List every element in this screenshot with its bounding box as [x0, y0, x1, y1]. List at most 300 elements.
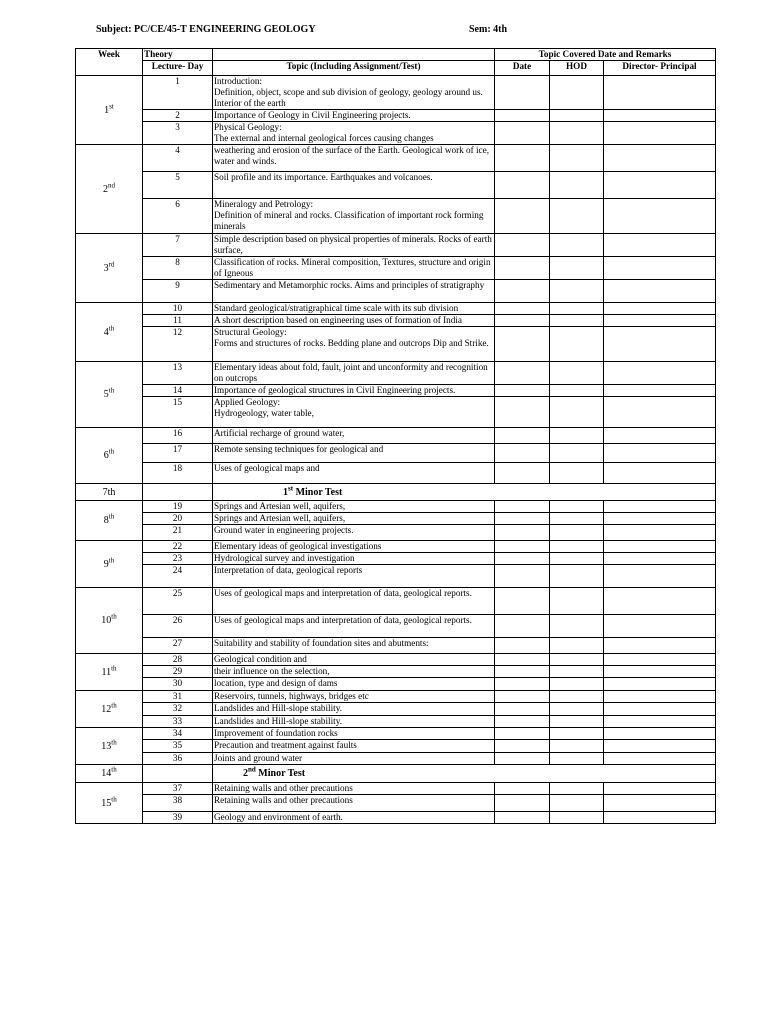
- week-number-text: 7th: [102, 486, 116, 498]
- lecture-day-number: 4: [143, 145, 213, 172]
- lecture-row: [76, 280, 716, 303]
- lecture-row: [76, 172, 716, 199]
- hod-cell[interactable]: [550, 703, 604, 716]
- topic-cell: Importance of Geology in Civil Engineering projects.: [213, 110, 495, 122]
- lecture-day-cell: [143, 484, 213, 501]
- hod-cell[interactable]: [550, 428, 604, 444]
- lecture-row: [76, 362, 716, 385]
- hod-cell[interactable]: [550, 76, 604, 110]
- topic-cell: Improvement of foundation rocks: [213, 728, 495, 740]
- date-cell[interactable]: [495, 615, 550, 638]
- date-cell[interactable]: [495, 728, 550, 740]
- lecture-row: [76, 513, 716, 525]
- lecture-day-cell: [143, 765, 213, 783]
- minor-test-number: 2: [243, 768, 248, 779]
- lecture-row: [76, 463, 716, 484]
- lecture-row: [76, 691, 716, 703]
- week-number-text: 11: [101, 666, 112, 678]
- week-number-suffix: th: [111, 765, 117, 774]
- lecture-day-number: 36: [143, 753, 213, 765]
- hod-cell[interactable]: [550, 199, 604, 234]
- director-cell[interactable]: [604, 122, 716, 145]
- lecture-day-number: 33: [143, 716, 213, 728]
- director-cell[interactable]: [604, 615, 716, 638]
- date-cell[interactable]: [495, 362, 550, 385]
- lecture-day-number: 32: [143, 703, 213, 716]
- week-number: [76, 783, 143, 824]
- lecture-day-number: 7: [143, 234, 213, 257]
- hod-cell[interactable]: [550, 716, 604, 728]
- lecture-day-number: 11: [143, 315, 213, 327]
- hod-cell[interactable]: [550, 541, 604, 553]
- week-number-text: 5: [103, 389, 109, 400]
- director-cell[interactable]: [604, 553, 716, 565]
- lecture-day-number: 22: [143, 541, 213, 553]
- director-cell[interactable]: [604, 812, 716, 824]
- hod-cell[interactable]: [550, 666, 604, 678]
- director-cell[interactable]: [604, 691, 716, 703]
- topic-cell: Physical Geology: The external and internal geological forces causing changes: [213, 122, 495, 145]
- date-cell[interactable]: [495, 691, 550, 703]
- lecture-row: [76, 428, 716, 444]
- week-number-text: 8: [103, 515, 109, 526]
- hod-cell[interactable]: [550, 795, 604, 812]
- hod-cell[interactable]: [550, 501, 604, 513]
- week-number: [76, 145, 143, 234]
- lesson-plan-table: [75, 48, 716, 824]
- hod-cell[interactable]: [550, 565, 604, 588]
- director-cell[interactable]: [604, 654, 716, 666]
- minor-test-row: [76, 484, 716, 501]
- week-number-suffix: th: [111, 795, 117, 804]
- date-cell[interactable]: [495, 716, 550, 728]
- topic-cell: Springs and Artesian well, aquifers,: [213, 513, 495, 525]
- lecture-row: [76, 444, 716, 463]
- hod-cell[interactable]: [550, 234, 604, 257]
- director-cell[interactable]: [604, 76, 716, 110]
- lecture-row: [76, 666, 716, 678]
- week-number-suffix: th: [111, 664, 117, 673]
- director-cell[interactable]: [604, 525, 716, 541]
- lecture-day-number: 28: [143, 654, 213, 666]
- lecture-row: [76, 315, 716, 327]
- lecture-row: [76, 728, 716, 740]
- lesson-plan-body: [76, 76, 716, 824]
- week-number-suffix: rd: [108, 260, 115, 269]
- date-cell[interactable]: [495, 385, 550, 397]
- lecture-row: [76, 145, 716, 172]
- week-number-text: 15: [101, 797, 112, 809]
- lecture-row: [76, 703, 716, 716]
- topic-cell: their influence on the selection,: [213, 666, 495, 678]
- topic-header: Topic (Including Assignment/Test): [213, 61, 495, 76]
- date-header: Date: [495, 61, 550, 76]
- lecture-day-number: 14: [143, 385, 213, 397]
- date-cell[interactable]: [495, 463, 550, 484]
- lecture-row: [76, 257, 716, 280]
- hod-cell[interactable]: [550, 145, 604, 172]
- director-cell[interactable]: [604, 428, 716, 444]
- director-cell[interactable]: [604, 327, 716, 362]
- week-number: [76, 541, 143, 588]
- topic-cell: Applied Geology: Hydrogeology, water table,: [213, 397, 495, 428]
- lecture-row: [76, 678, 716, 691]
- hod-cell[interactable]: [550, 753, 604, 765]
- date-cell[interactable]: [495, 315, 550, 327]
- hod-cell[interactable]: [550, 783, 604, 795]
- director-cell[interactable]: [604, 588, 716, 615]
- director-cell[interactable]: [604, 303, 716, 315]
- minor-test-label: [213, 765, 716, 783]
- lecture-row: [76, 716, 716, 728]
- week-number-suffix: th: [108, 512, 115, 521]
- date-cell[interactable]: [495, 783, 550, 795]
- director-cell[interactable]: [604, 716, 716, 728]
- lecture-row: [76, 783, 716, 795]
- hod-cell[interactable]: [550, 740, 604, 753]
- week-number-suffix: st: [109, 102, 114, 111]
- week-number: [76, 654, 143, 691]
- date-cell[interactable]: [495, 565, 550, 588]
- hod-cell[interactable]: [550, 110, 604, 122]
- director-cell[interactable]: [604, 513, 716, 525]
- week-number: [76, 765, 143, 783]
- topic-cell: Precaution and treatment against faults: [213, 740, 495, 753]
- date-cell[interactable]: [495, 740, 550, 753]
- director-cell[interactable]: [604, 145, 716, 172]
- director-cell[interactable]: [604, 234, 716, 257]
- date-cell[interactable]: [495, 501, 550, 513]
- lecture-row: [76, 654, 716, 666]
- director-cell[interactable]: [604, 638, 716, 654]
- topic-cell: Structural Geology: Forms and structures of rocks. Bedding plane and outcrops Dip and Strike.: [213, 327, 495, 362]
- director-cell[interactable]: [604, 315, 716, 327]
- director-cell[interactable]: [604, 795, 716, 812]
- hod-cell[interactable]: [550, 444, 604, 463]
- lecture-day-number: 10: [143, 303, 213, 315]
- date-cell[interactable]: [495, 303, 550, 315]
- director-cell[interactable]: [604, 385, 716, 397]
- topic-cell: Sedimentary and Metamorphic rocks. Aims and principles of stratigraphy: [213, 280, 495, 303]
- topic-cell: Reservoirs, tunnels, highways, bridges etc: [213, 691, 495, 703]
- week-number-suffix: th: [108, 324, 115, 333]
- week-number-suffix: th: [111, 701, 117, 710]
- hod-cell[interactable]: [550, 678, 604, 691]
- date-cell[interactable]: [495, 553, 550, 565]
- minor-test-text: Minor Test: [293, 486, 343, 498]
- director-cell[interactable]: [604, 678, 716, 691]
- topic-cell: Springs and Artesian well, aquifers,: [213, 501, 495, 513]
- date-cell[interactable]: [495, 588, 550, 615]
- week-number-text: 4: [103, 326, 109, 338]
- week-number-text: 10: [101, 615, 112, 626]
- lecture-day-number: 18: [143, 463, 213, 484]
- minor-test-suffix: st: [288, 484, 294, 493]
- topic-cell: Classification of rocks. Mineral composition, Textures, structure and origin of Igneous: [213, 257, 495, 280]
- week-number: [76, 303, 143, 362]
- week-number: [76, 76, 143, 145]
- topic-cell: Landslides and Hill-slope stability.: [213, 703, 495, 716]
- topic-cell: Joints and ground water: [213, 753, 495, 765]
- date-cell[interactable]: [495, 753, 550, 765]
- topic-cell: Hydrological survey and investigation: [213, 553, 495, 565]
- date-cell[interactable]: [495, 199, 550, 234]
- hod-cell[interactable]: [550, 122, 604, 145]
- lecture-day-number: 20: [143, 513, 213, 525]
- lecture-day-number: 24: [143, 565, 213, 588]
- hod-cell[interactable]: [550, 553, 604, 565]
- date-cell[interactable]: [495, 513, 550, 525]
- hod-cell[interactable]: [550, 654, 604, 666]
- hod-cell[interactable]: [550, 691, 604, 703]
- topic-cell: Uses of geological maps and interpretation of data, geological reports.: [213, 615, 495, 638]
- director-cell[interactable]: [604, 199, 716, 234]
- lecture-row: [76, 76, 716, 110]
- director-header: Director- Principal: [604, 61, 716, 76]
- hod-cell[interactable]: [550, 315, 604, 327]
- lecture-row: [76, 553, 716, 565]
- topic-cell: A short description based on engineering uses of formation of India: [213, 315, 495, 327]
- topic-cell: Simple description based on physical properties of minerals. Rocks of earth surface,: [213, 234, 495, 257]
- week-number: [76, 728, 143, 765]
- date-cell[interactable]: [495, 172, 550, 199]
- lecture-day-number: 30: [143, 678, 213, 691]
- lecture-day-number: 34: [143, 728, 213, 740]
- topic-cell: Geology and environment of earth.: [213, 812, 495, 824]
- lecture-day-number: 38: [143, 795, 213, 812]
- week-number-suffix: th: [111, 738, 117, 747]
- date-cell[interactable]: [495, 795, 550, 812]
- date-cell[interactable]: [495, 525, 550, 541]
- lecture-day-number: 21: [143, 525, 213, 541]
- hod-header: HOD: [550, 61, 604, 76]
- director-cell[interactable]: [604, 740, 716, 753]
- topic-cell: Elementary ideas of geological investigations: [213, 541, 495, 553]
- week-number: [76, 501, 143, 541]
- date-cell[interactable]: [495, 666, 550, 678]
- lecture-day-number: 29: [143, 666, 213, 678]
- topic-cell: Soil profile and its importance. Earthquakes and volcanoes.: [213, 172, 495, 199]
- minor-test-label: [213, 484, 716, 501]
- hod-cell[interactable]: [550, 463, 604, 484]
- minor-test-text: Minor Test: [255, 768, 306, 779]
- semester-label: Sem: 4th: [469, 24, 508, 35]
- hod-cell[interactable]: [550, 615, 604, 638]
- lecture-day-number: 6: [143, 199, 213, 234]
- date-cell[interactable]: [495, 145, 550, 172]
- director-cell[interactable]: [604, 666, 716, 678]
- date-cell[interactable]: [495, 397, 550, 428]
- lecture-day-number: 19: [143, 501, 213, 513]
- topic-cell: Retaining walls and other precautions: [213, 783, 495, 795]
- week-number-text: 14: [101, 768, 112, 779]
- minor-test-suffix: nd: [248, 765, 256, 774]
- hod-cell[interactable]: [550, 513, 604, 525]
- hod-cell[interactable]: [550, 280, 604, 303]
- minor-test-row: [76, 765, 716, 783]
- lecture-day-number: 37: [143, 783, 213, 795]
- lecture-row: [76, 303, 716, 315]
- date-cell[interactable]: [495, 444, 550, 463]
- topic-cell: Ground water in engineering projects.: [213, 525, 495, 541]
- week-number-suffix: th: [111, 612, 117, 621]
- lecture-row: [76, 541, 716, 553]
- week-number: [76, 234, 143, 303]
- week-number-text: 12: [101, 703, 112, 715]
- subject-title: Subject: PC/CE/45-T ENGINEERING GEOLOGY: [96, 24, 316, 35]
- topic-cell: Landslides and Hill-slope stability.: [213, 716, 495, 728]
- date-cell[interactable]: [495, 76, 550, 110]
- lecture-day-number: 15: [143, 397, 213, 428]
- lecture-row: [76, 397, 716, 428]
- week-number-suffix: th: [108, 386, 115, 395]
- lecture-row: [76, 199, 716, 234]
- lecture-row: [76, 740, 716, 753]
- date-cell[interactable]: [495, 541, 550, 553]
- lecture-day-number: 25: [143, 588, 213, 615]
- lecture-row: [76, 327, 716, 362]
- lecture-row: [76, 638, 716, 654]
- hod-cell[interactable]: [550, 525, 604, 541]
- hod-cell[interactable]: [550, 812, 604, 824]
- hod-cell[interactable]: [550, 397, 604, 428]
- topic-cell: Introduction: Definition, object, scope and sub division of geology, geology around us. Interior of the earth: [213, 76, 495, 110]
- date-cell[interactable]: [495, 280, 550, 303]
- lecture-row: [76, 234, 716, 257]
- week-number-text: 3: [103, 262, 109, 274]
- topic-cell: weathering and erosion of the surface of the Earth. Geological work of ice, water and winds.: [213, 145, 495, 172]
- lecture-day-number: 13: [143, 362, 213, 385]
- lecture-day-number: 31: [143, 691, 213, 703]
- hod-cell[interactable]: [550, 385, 604, 397]
- hod-cell[interactable]: [550, 588, 604, 615]
- date-cell[interactable]: [495, 257, 550, 280]
- director-cell[interactable]: [604, 172, 716, 199]
- topic-cell: Remote sensing techniques for geological and: [213, 444, 495, 463]
- theory-header: Theory: [143, 49, 213, 61]
- week-number-text: 13: [101, 740, 112, 752]
- director-cell[interactable]: [604, 463, 716, 484]
- lecture-day-number: 39: [143, 812, 213, 824]
- lecture-day-number: 9: [143, 280, 213, 303]
- hod-cell[interactable]: [550, 362, 604, 385]
- hod-cell[interactable]: [550, 327, 604, 362]
- hod-cell[interactable]: [550, 728, 604, 740]
- lecture-day-number: 5: [143, 172, 213, 199]
- hod-cell[interactable]: [550, 172, 604, 199]
- week-number: [76, 484, 143, 501]
- date-cell[interactable]: [495, 703, 550, 716]
- covered-header: Topic Covered Date and Remarks: [495, 49, 716, 61]
- date-cell[interactable]: [495, 678, 550, 691]
- topic-cell: Importance of geological structures in Civil Engineering projects.: [213, 385, 495, 397]
- topic-cell: Suitability and stability of foundation sites and abutments:: [213, 638, 495, 654]
- topic-cell: Uses of geological maps and: [213, 463, 495, 484]
- minor-test-number: 1: [283, 486, 288, 498]
- director-cell[interactable]: [604, 728, 716, 740]
- director-cell[interactable]: [604, 753, 716, 765]
- week-number: [76, 428, 143, 484]
- lecture-row: [76, 615, 716, 638]
- lecture-day-number: 27: [143, 638, 213, 654]
- director-cell[interactable]: [604, 110, 716, 122]
- week-number-text: 2: [103, 183, 108, 195]
- topic-cell: Artificial recharge of ground water,: [213, 428, 495, 444]
- lecture-row: [76, 565, 716, 588]
- lecture-row: [76, 122, 716, 145]
- lecture-day-number: 3: [143, 122, 213, 145]
- topic-cell: Elementary ideas about fold, fault, joint and unconformity and recognition on outcrops: [213, 362, 495, 385]
- topic-cell: location, type and design of dams: [213, 678, 495, 691]
- lecture-row: [76, 795, 716, 812]
- lecture-row: [76, 812, 716, 824]
- lecture-row: [76, 525, 716, 541]
- lecture-day-number: 16: [143, 428, 213, 444]
- week-header: Week: [76, 49, 143, 76]
- director-cell[interactable]: [604, 257, 716, 280]
- director-cell[interactable]: [604, 397, 716, 428]
- lecture-day-number: 35: [143, 740, 213, 753]
- week-number-text: 9: [103, 558, 109, 570]
- date-cell[interactable]: [495, 122, 550, 145]
- date-cell[interactable]: [495, 327, 550, 362]
- director-cell[interactable]: [604, 444, 716, 463]
- director-cell[interactable]: [604, 501, 716, 513]
- topic-cell: Uses of geological maps and interpretation of data, geological reports.: [213, 588, 495, 615]
- topic-cell: Standard geological/stratigraphical time scale with its sub division: [213, 303, 495, 315]
- lecture-day-number: 2: [143, 110, 213, 122]
- lecture-day-number: 23: [143, 553, 213, 565]
- director-cell[interactable]: [604, 280, 716, 303]
- lecture-row: [76, 753, 716, 765]
- director-cell[interactable]: [604, 703, 716, 716]
- lecture-day-number: 26: [143, 615, 213, 638]
- week-number: [76, 691, 143, 728]
- week-number-suffix: th: [108, 556, 115, 565]
- lecture-day-header: Lecture- Day: [143, 61, 213, 76]
- topic-cell: Interpretation of data, geological reports: [213, 565, 495, 588]
- director-cell[interactable]: [604, 783, 716, 795]
- week-number: [76, 588, 143, 654]
- hod-cell[interactable]: [550, 257, 604, 280]
- lecture-day-number: 17: [143, 444, 213, 463]
- date-cell[interactable]: [495, 234, 550, 257]
- week-number-text: 6: [103, 450, 109, 461]
- week-number-text: 1: [104, 104, 110, 116]
- week-number-suffix: nd: [108, 181, 115, 190]
- lecture-row: [76, 588, 716, 615]
- topic-cell: Retaining walls and other precautions: [213, 795, 495, 812]
- lecture-day-number: 1: [143, 76, 213, 110]
- director-cell[interactable]: [604, 565, 716, 588]
- lecture-row: [76, 110, 716, 122]
- hod-cell[interactable]: [550, 638, 604, 654]
- topic-cell: Geological condition and: [213, 654, 495, 666]
- date-cell[interactable]: [495, 428, 550, 444]
- date-cell[interactable]: [495, 110, 550, 122]
- lecture-day-number: 12: [143, 327, 213, 362]
- date-cell[interactable]: [495, 812, 550, 824]
- date-cell[interactable]: [495, 654, 550, 666]
- topic-cell: Mineralogy and Petrology: Definition of mineral and rocks. Classification of important rock forming minerals: [213, 199, 495, 234]
- director-cell[interactable]: [604, 362, 716, 385]
- lecture-row: [76, 501, 716, 513]
- date-cell[interactable]: [495, 638, 550, 654]
- week-number: [76, 362, 143, 428]
- hod-cell[interactable]: [550, 303, 604, 315]
- director-cell[interactable]: [604, 541, 716, 553]
- lecture-day-number: 8: [143, 257, 213, 280]
